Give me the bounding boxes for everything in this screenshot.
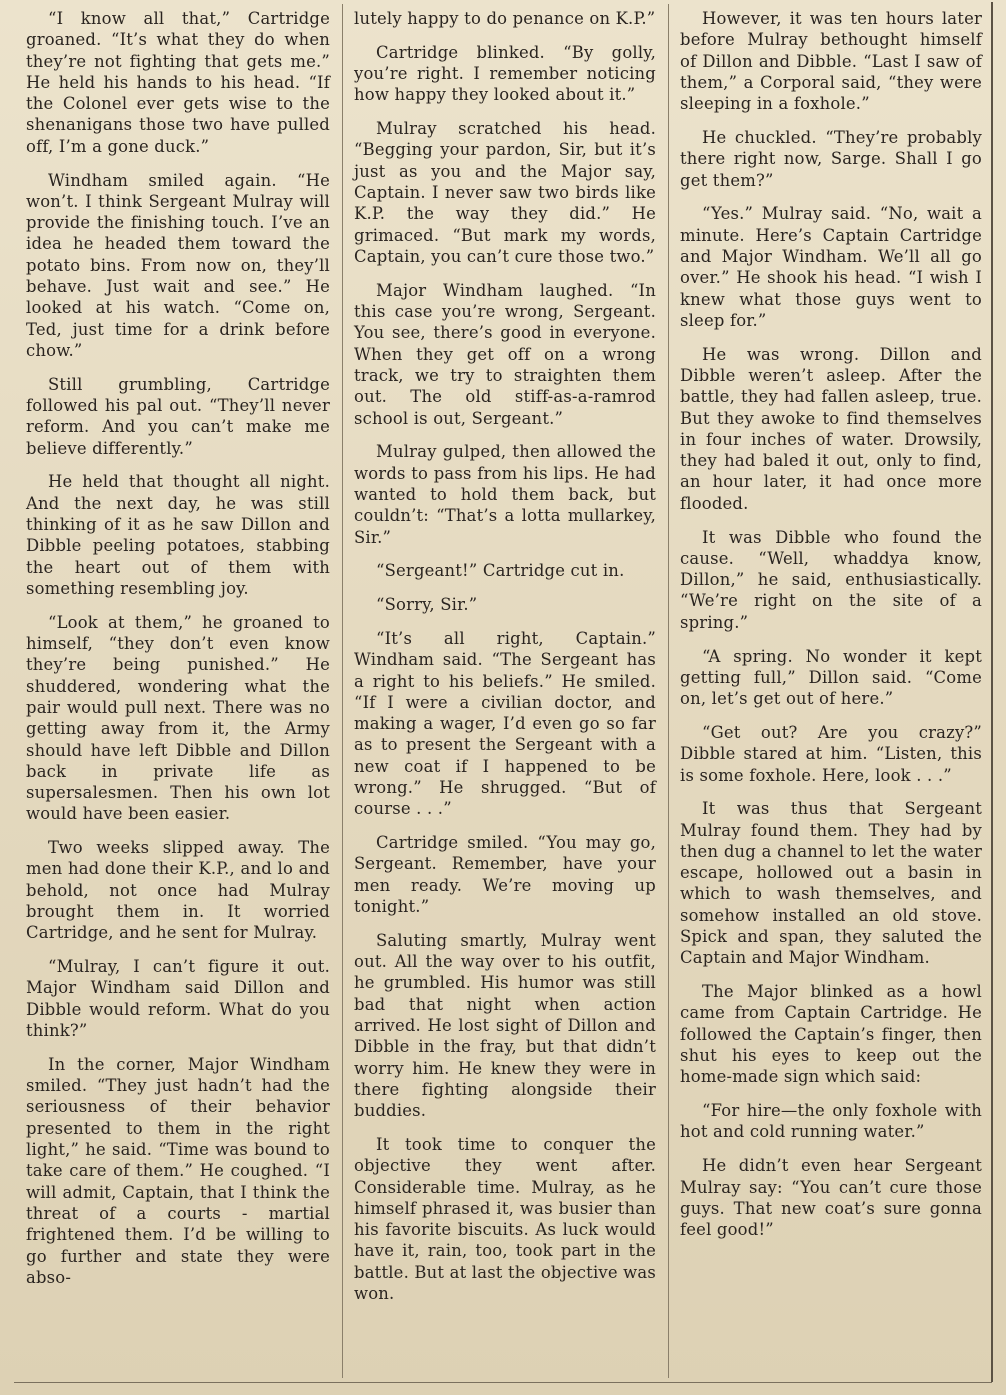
- paragraph: “Look at them,” he groaned to himself, “they don’t even know they’re being punished.” He shuddered, wondering what the pair would pull next. There was no getting away from it, the Army should have left Dibble and Dillon back in private life as supersalesmen. Then his own lot would have been easier.: [26, 612, 330, 824]
- paragraph: Mulray gulped, then allowed the words to pass from his lips. He had wanted to hold them back, but couldn’t: “That’s a lotta mullarkey, Sir.”: [354, 442, 656, 547]
- paragraph: “Yes.” Mulray said. “No, wait a minute. Here’s Captain Cartridge and Major Windham. We’ll all go over.” He shook his head. “I wish I knew what those guys went to sleep for.”: [680, 204, 982, 330]
- paragraph: Two weeks slipped away. The men had done their K.P., and lo and behold, not once had Mulray brought them in. It worried Cartridge, and he sent for Mulray.: [26, 838, 330, 943]
- paragraph: In the corner, Major Windham smiled. “They just hadn’t had the seriousness of their behavior presented to them in the right light,” he said. “Time was bound to take care of them.” He coughed. “I will admit, Captain, that I think the threat of a courts - martial frightened them. I’d be willing to go further and state they were abso-: [26, 1054, 330, 1287]
- page-bottom-border: [14, 1382, 992, 1383]
- paragraph: Cartridge smiled. “You may go, Sergeant. Remember, have your men ready. We’re moving up tonight.”: [354, 833, 656, 916]
- paragraph: Saluting smartly, Mulray went out. All the way over to his outfit, he grumbled. His humor was still bad that night when action arrived. He lost sight of Dillon and Dibble in the fray, but that didn’t worry him. He knew they were in there fighting alongside their buddies.: [354, 930, 656, 1121]
- paragraph: He didn’t even hear Sergeant Mulray say: “You can’t cure those guys. That new coat’s sure gonna feel good!”: [680, 1156, 982, 1240]
- paragraph: “A spring. No wonder it kept getting full,” Dillon said. “Come on, let’s get out of here.”: [680, 646, 982, 709]
- paragraph: “It’s all right, Captain.” Windham said. “The Sergeant has a right to his beliefs.” He smiled. “If I were a civilian doctor, and making a wager, I’d even go so far as to present the Sergeant with a new coat if I happened to be wrong.” He shrugged. “But of course . . .”: [354, 628, 656, 819]
- paragraph: Still grumbling, Cartridge followed his pal out. “They’ll never reform. And you can’t make me believe differently.”: [26, 374, 330, 458]
- paragraph: Major Windham laughed. “In this case you’re wrong, Sergeant. You see, there’s good in everyone. When they get off on a wrong track, we try to straighten them out. The old stiff-as-a-ramrod school is out, Sergeant.”: [354, 280, 656, 428]
- paragraph: He was wrong. Dillon and Dibble weren’t asleep. After the battle, they had fallen asleep, true. But they awoke to find themselves in four inches of water. Drowsily, they had baled it out, only to find, an hour later, it had once more flooded.: [680, 344, 982, 513]
- column-divider: [342, 4, 343, 1378]
- paragraph: However, it was ten hours later before Mulray bethought himself of Dillon and Dibble. “Last I saw of them,” a Corporal said, “they were sleeping in a foxhole.”: [680, 9, 982, 114]
- paragraph: He chuckled. “They’re probably there right now, Sarge. Shall I go get them?”: [680, 127, 982, 190]
- paragraph: Cartridge blinked. “By golly, you’re right. I remember noticing how happy they looked about it.”: [354, 42, 656, 105]
- paragraph: “Sorry, Sir.”: [376, 595, 478, 615]
- page-right-border: [991, 2, 993, 1382]
- paragraph: “Mulray, I can’t figure it out. Major Windham said Dillon and Dibble would reform. What do you think?”: [26, 957, 330, 1041]
- column-divider: [668, 4, 669, 1378]
- paragraph: It was Dibble who found the cause. “Well, whaddya know, Dillon,” he said, enthusiastically. “We’re right on the site of a spring.”: [680, 527, 982, 632]
- paragraph: lutely happy to do penance on K.P.”: [354, 9, 656, 28]
- paragraph: “I know all that,” Cartridge groaned. “It’s what they do when they’re not fighting that gets me.” He held his hands to his head. “If the Colonel ever gets wise to the shenanigans those two have pulled off, I’m a gone duck.”: [26, 9, 330, 156]
- paragraph: It took time to conquer the objective they went after. Considerable time. Mulray, as he himself phrased it, was busier than his favorite biscuits. As luck would have it, rain, too, took part in the battle. But at last the objective was won.: [354, 1134, 656, 1304]
- text-column-2: [354, 8, 656, 1317]
- paragraph: Mulray scratched his head. “Begging your pardon, Sir, but it’s just as you and the Major say, Captain. I never saw two birds like K.P. the way they did.” He grimaced. “But mark my words, Captain, you can’t cure those two.”: [354, 119, 656, 266]
- paragraph: The Major blinked as a howl came from Captain Cartridge. He followed the Captain’s finger, then shut his eyes to keep out the home-made sign which said:: [680, 982, 982, 1087]
- paragraph: “For hire—the only foxhole with hot and cold running water.”: [680, 1101, 982, 1142]
- paragraph: “Get out? Are you crazy?” Dibble stared at him. “Listen, this is some foxhole. Here, look . . .”: [680, 722, 982, 785]
- paragraph: Windham smiled again. “He won’t. I think Sergeant Mulray will provide the finishing touch. I’ve an idea he headed them toward the potato bins. From now on, they’ll behave. Just wait and see.” He looked at his watch. “Come on, Ted, just time for a drink before chow.”: [26, 170, 330, 360]
- text-column-1: [26, 8, 330, 1301]
- paragraph: “Sergeant!” Cartridge cut in.: [376, 561, 625, 581]
- paragraph: It was thus that Sergeant Mulray found them. They had by then dug a channel to let the water escape, hollowed out a basin in which to wash themselves, and somehow installed an old stove. Spick and span, they saluted the Captain and Major Windham.: [680, 799, 982, 968]
- paragraph: He held that thought all night. And the next day, he was still thinking of it as he saw Dillon and Dibble peeling potatoes, stabbing the heart out of them with something resembling joy.: [26, 472, 330, 598]
- text-column-3: [680, 8, 982, 1253]
